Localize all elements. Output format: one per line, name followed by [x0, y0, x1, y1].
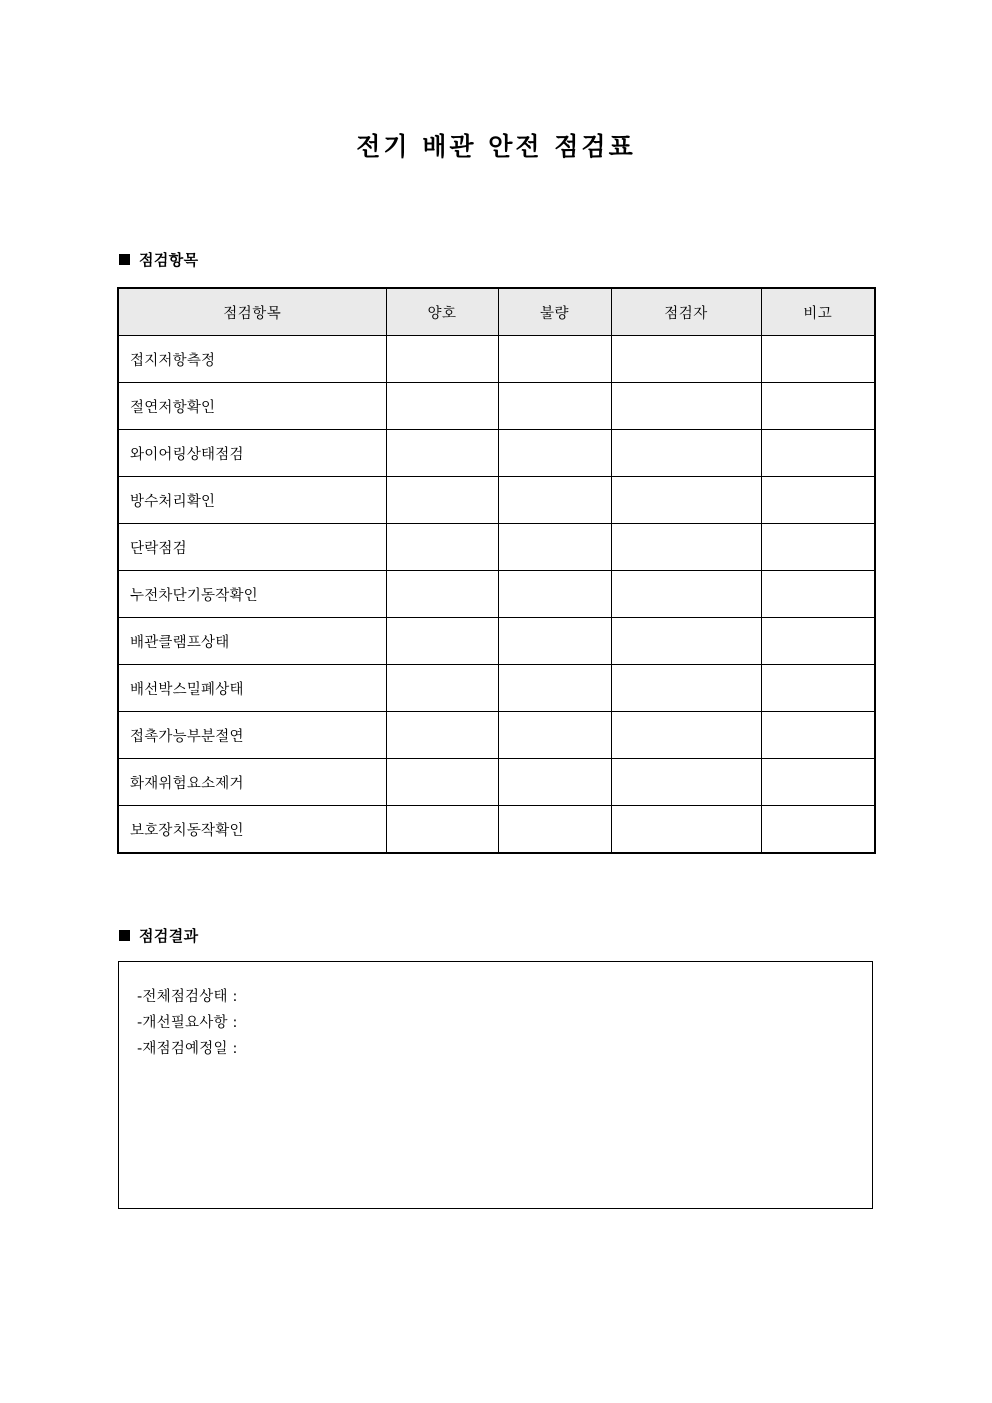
- cell-bad[interactable]: [498, 336, 611, 383]
- cell-inspector[interactable]: [611, 336, 761, 383]
- result-line-overall-status: -전체점검상태 :: [137, 989, 238, 1005]
- cell-inspector[interactable]: [611, 806, 761, 854]
- cell-bad[interactable]: [498, 665, 611, 712]
- cell-inspector[interactable]: [611, 712, 761, 759]
- cell-note[interactable]: [761, 336, 875, 383]
- square-bullet-icon: [119, 254, 130, 265]
- cell-item: 누전차단기동작확인: [118, 571, 386, 618]
- cell-good[interactable]: [386, 383, 498, 430]
- cell-item: 화재위험요소제거: [118, 759, 386, 806]
- table-row: [118, 759, 875, 806]
- cell-bad[interactable]: [498, 759, 611, 806]
- table-row: [118, 336, 875, 383]
- page-title: 전기 배관 안전 점검표: [356, 132, 636, 161]
- cell-note[interactable]: [761, 430, 875, 477]
- cell-bad[interactable]: [498, 806, 611, 854]
- cell-bad[interactable]: [498, 712, 611, 759]
- section-heading-label: 점검항목: [139, 251, 199, 269]
- cell-inspector[interactable]: [611, 430, 761, 477]
- table-row: [118, 806, 875, 854]
- inspection-table: [117, 287, 876, 854]
- cell-good[interactable]: [386, 759, 498, 806]
- table-row: [118, 524, 875, 571]
- cell-bad[interactable]: [498, 477, 611, 524]
- cell-bad[interactable]: [498, 524, 611, 571]
- cell-good[interactable]: [386, 712, 498, 759]
- cell-inspector[interactable]: [611, 759, 761, 806]
- result-line-improvements-needed: -개선필요사항 :: [137, 1015, 238, 1031]
- result-line-reinspection-date: -재점검예정일 :: [137, 1041, 238, 1057]
- cell-good[interactable]: [386, 618, 498, 665]
- cell-note[interactable]: [761, 759, 875, 806]
- cell-item: 단락점검: [118, 524, 386, 571]
- cell-item: 와이어링상태점검: [118, 430, 386, 477]
- inspection-table-body: [118, 336, 875, 854]
- cell-note[interactable]: [761, 477, 875, 524]
- table-row: [118, 477, 875, 524]
- cell-inspector[interactable]: [611, 524, 761, 571]
- cell-note[interactable]: [761, 712, 875, 759]
- cell-note[interactable]: [761, 383, 875, 430]
- cell-good[interactable]: [386, 336, 498, 383]
- square-bullet-icon: [119, 930, 130, 941]
- cell-note[interactable]: [761, 524, 875, 571]
- cell-note[interactable]: [761, 665, 875, 712]
- column-header-inspector: 점검자: [611, 288, 761, 336]
- cell-inspector[interactable]: [611, 383, 761, 430]
- section-heading-label: 점검결과: [139, 927, 199, 945]
- inspection-table-wrapper: [117, 287, 874, 854]
- cell-item: 접지저항측정: [118, 336, 386, 383]
- cell-item: 보호장치동작확인: [118, 806, 386, 854]
- cell-bad[interactable]: [498, 383, 611, 430]
- cell-bad[interactable]: [498, 430, 611, 477]
- table-row: [118, 383, 875, 430]
- inspection-results-box[interactable]: [118, 961, 873, 1209]
- column-header-note: 비고: [761, 288, 875, 336]
- cell-inspector[interactable]: [611, 618, 761, 665]
- cell-good[interactable]: [386, 524, 498, 571]
- cell-item: 방수처리확인: [118, 477, 386, 524]
- cell-inspector[interactable]: [611, 477, 761, 524]
- cell-good[interactable]: [386, 477, 498, 524]
- cell-item: 절연저항확인: [118, 383, 386, 430]
- cell-inspector[interactable]: [611, 665, 761, 712]
- table-row: [118, 571, 875, 618]
- table-row: [118, 618, 875, 665]
- table-row: [118, 712, 875, 759]
- cell-good[interactable]: [386, 806, 498, 854]
- column-header-bad: 불량: [498, 288, 611, 336]
- table-header-row: [118, 288, 875, 336]
- column-header-good: 양호: [386, 288, 498, 336]
- cell-bad[interactable]: [498, 618, 611, 665]
- cell-item: 접촉가능부분절연: [118, 712, 386, 759]
- cell-good[interactable]: [386, 430, 498, 477]
- cell-good[interactable]: [386, 665, 498, 712]
- cell-bad[interactable]: [498, 571, 611, 618]
- cell-item: 배관클램프상태: [118, 618, 386, 665]
- cell-note[interactable]: [761, 618, 875, 665]
- cell-inspector[interactable]: [611, 571, 761, 618]
- cell-note[interactable]: [761, 571, 875, 618]
- column-header-item: 점검항목: [118, 288, 386, 336]
- cell-item: 배선박스밀폐상태: [118, 665, 386, 712]
- cell-note[interactable]: [761, 806, 875, 854]
- table-row: [118, 665, 875, 712]
- section-heading-inspection-items: [119, 249, 199, 270]
- section-heading-inspection-results: [119, 925, 199, 946]
- table-row: [118, 430, 875, 477]
- cell-good[interactable]: [386, 571, 498, 618]
